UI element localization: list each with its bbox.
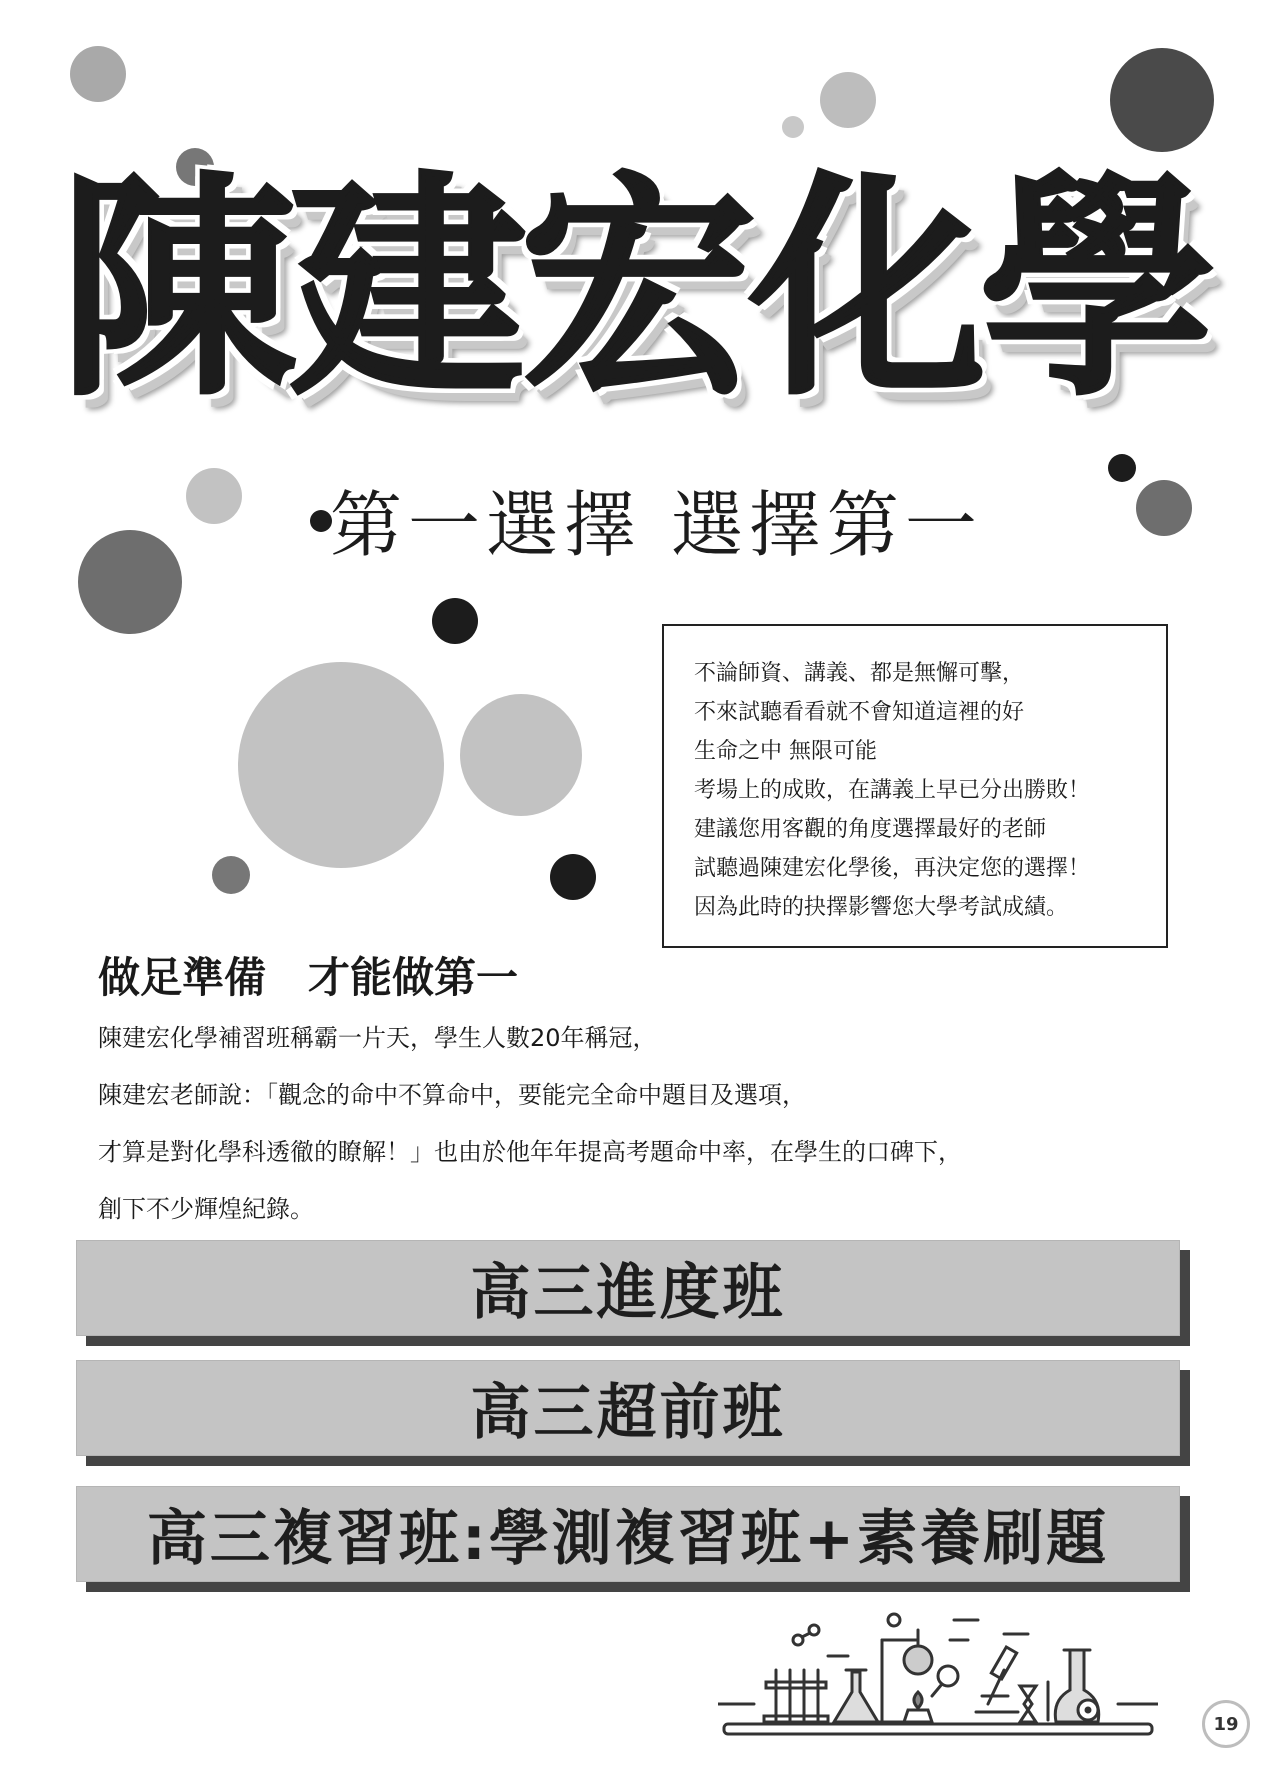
quote-line: 考場上的成敗，在講義上早已分出勝敗！ bbox=[694, 778, 1091, 803]
quote-line: 試聽過陳建宏化學後，再決定您的選擇！ bbox=[694, 856, 1091, 881]
intro-paragraph bbox=[98, 1010, 1098, 1238]
slogan-bullet bbox=[310, 510, 332, 532]
course-banner-advanced: 高三超前班 bbox=[76, 1360, 1180, 1456]
decor-dot bbox=[1136, 480, 1192, 536]
quote-line: 不論師資、講義、都是無懈可擊， bbox=[694, 661, 1025, 686]
quote-box bbox=[662, 624, 1168, 948]
decor-dot bbox=[186, 468, 242, 524]
decor-dot bbox=[782, 116, 804, 138]
decor-dot bbox=[1108, 454, 1136, 482]
page-number: 19 bbox=[1202, 1700, 1250, 1748]
decor-dot bbox=[238, 662, 444, 868]
slogan: 第一選擇 選擇第一 bbox=[330, 483, 983, 567]
quote-line: 不來試聽看看就不會知道這裡的好 bbox=[694, 700, 1025, 725]
quote-line: 因為此時的抉擇影響您大學考試成績。 bbox=[694, 895, 1069, 920]
decor-dot bbox=[1110, 48, 1214, 152]
decor-dot bbox=[78, 530, 182, 634]
page-title: 陳建宏化學 bbox=[59, 152, 1210, 427]
quote-line: 生命之中 無限可能 bbox=[694, 739, 877, 764]
intro-line: 創下不少輝煌紀錄。 bbox=[98, 1195, 314, 1223]
course-banner-progress: 高三進度班 bbox=[76, 1240, 1180, 1336]
quote-line: 建議您用客觀的角度選擇最好的老師 bbox=[694, 817, 1047, 842]
intro-line: 才算是對化學科透徹的瞭解！」也由於他年年提高考題命中率，在學生的口碑下， bbox=[98, 1138, 962, 1166]
decor-dot bbox=[550, 854, 596, 900]
decor-dot bbox=[460, 694, 582, 816]
intro-line: 陳建宏老師說：「觀念的命中不算命中，要能完全命中題目及選項， bbox=[98, 1081, 806, 1109]
lab-equipment-icon bbox=[718, 1600, 1158, 1740]
course-banner-review: 高三複習班:學測複習班+素養刷題 bbox=[76, 1486, 1180, 1582]
intro-heading: 做足準備 才能做第一 bbox=[98, 953, 519, 1002]
decor-dot bbox=[820, 72, 876, 128]
decor-dot bbox=[212, 856, 250, 894]
intro-line: 陳建宏化學補習班稱霸一片天，學生人數20年稱冠， bbox=[98, 1024, 657, 1052]
decor-dot bbox=[70, 46, 126, 102]
decor-dot bbox=[432, 598, 478, 644]
